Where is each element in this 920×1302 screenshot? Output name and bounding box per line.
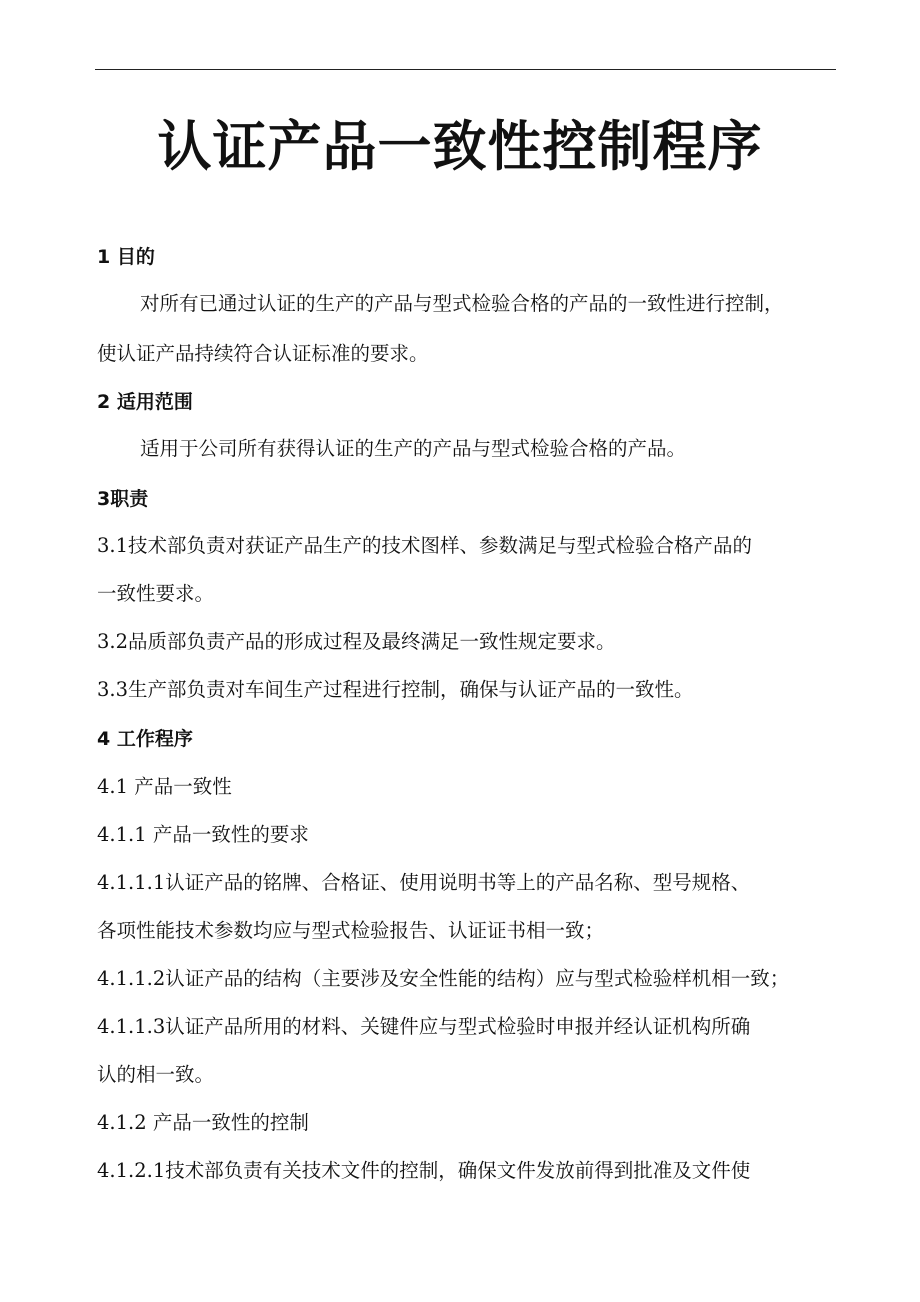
top-rule [95,69,836,70]
item-4-1-1-1-line-1: 4.1.1.1认证产品的铭牌、合格证、使用说明书等上的产品名称、型号规格、 [97,871,751,894]
heading-scope: 2 适用范围 [97,391,193,413]
section-4-1-2: 4.1.2 产品一致性的控制 [97,1111,309,1134]
item-4-1-2-1-line-1: 4.1.2.1技术部负责有关技术文件的控制，确保文件发放前得到批准及文件使 [97,1159,751,1182]
paragraph-scope: 适用于公司所有获得认证的生产的产品与型式检验合格的产品。 [140,437,687,460]
heading-procedure: 4 工作程序 [97,728,193,750]
item-3-2: 3.2品质部负责产品的形成过程及最终满足一致性规定要求。 [97,630,616,653]
section-4-1-1: 4.1.1 产品一致性的要求 [97,823,309,846]
item-4-1-1-2: 4.1.1.2认证产品的结构（主要涉及安全性能的结构）应与型式检验样机相一致； [97,967,790,990]
section-4-1: 4.1 产品一致性 [97,775,232,798]
item-3-3: 3.3生产部负责对车间生产过程进行控制，确保与认证产品的一致性。 [97,678,694,701]
item-3-1-line-2: 一致性要求。 [97,582,215,605]
heading-purpose: 1 目的 [97,246,155,268]
item-3-1-line-1: 3.1技术部负责对获证产品生产的技术图样、参数满足与型式检验合格产品的 [97,534,753,557]
heading-responsibilities: 3职责 [97,488,149,510]
paragraph-purpose-line-1: 对所有已通过认证的生产的产品与型式检验合格的产品的一致性进行控制， [140,292,784,315]
item-4-1-1-3-line-1: 4.1.1.3认证产品所用的材料、关键件应与型式检验时申报并经认证机构所确 [97,1015,751,1038]
document-title: 认证产品一致性控制程序 [157,115,763,178]
item-4-1-1-1-line-2: 各项性能技术参数均应与型式检验报告、认证证书相一致； [97,919,605,942]
item-4-1-1-3-line-2: 认的相一致。 [97,1063,215,1086]
paragraph-purpose-line-2: 使认证产品持续符合认证标准的要求。 [97,342,429,365]
